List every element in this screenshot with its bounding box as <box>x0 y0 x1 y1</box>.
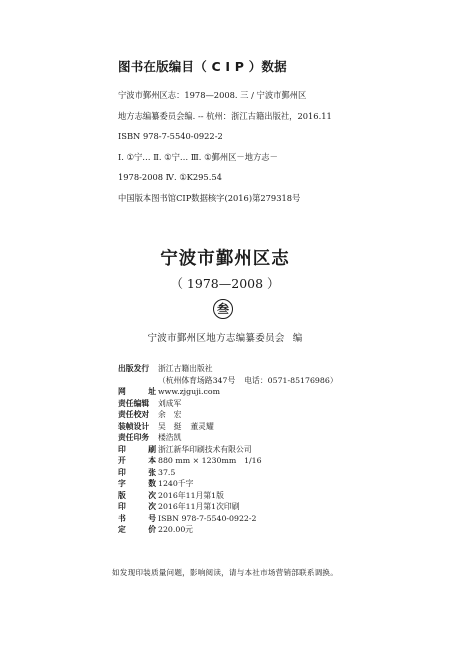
editor-org: 宁波市鄞州区地方志编纂委员会 <box>147 333 285 344</box>
volume-number: 叁 <box>216 302 229 316</box>
designer-value-1: 吴 挺 <box>158 421 182 431</box>
cip-line-record-number: 中国版本图书馆CIP数据核字(2016)第279318号 <box>118 192 301 203</box>
website-value: www.zjguji.com <box>158 387 220 396</box>
print-manager-value: 楼浩凯 <box>158 433 182 442</box>
format-row <box>118 455 438 467</box>
proofreader-label: 责任校对 <box>118 410 150 419</box>
designer-row <box>118 421 438 433</box>
cip-heading: 图书在版编目（ C I P ）数据 <box>118 59 287 74</box>
volume-seal <box>213 299 233 319</box>
quality-notice: 如发现印装质量问题，影响阅读，请与本社市场营销部联系调换。 <box>112 568 339 577</box>
price-row <box>118 524 438 536</box>
edition-row <box>118 490 438 502</box>
sheets-label: 印 张 <box>118 467 156 477</box>
printer-value: 浙江新华印刷技术有限公司 <box>158 444 252 454</box>
editor-role: 编 <box>292 333 303 344</box>
book-years: （ 1978—2008 ） <box>170 276 280 291</box>
editor-row <box>118 398 438 410</box>
phone-value: 电话：0571-85176986） <box>244 375 338 385</box>
sheets-value: 37.5 <box>158 467 176 477</box>
address-value: （杭州体育场路347号 <box>158 375 236 385</box>
book-editor <box>0 330 450 344</box>
impression-row <box>118 501 438 513</box>
format-value: 880 mm × 1230mm 1/16 <box>158 456 262 465</box>
designer-label: 装帧设计 <box>118 421 150 431</box>
sheets-row <box>118 467 438 479</box>
price-label: 定 价 <box>118 525 156 534</box>
print-manager-row <box>118 432 438 444</box>
printer-row <box>118 444 438 456</box>
website-label: 网 址 <box>118 387 156 396</box>
isbn-label: 书 号 <box>118 513 156 523</box>
words-label: 字 数 <box>118 479 156 488</box>
book-title: 宁波市鄞州区志 <box>160 249 290 269</box>
cip-record <box>118 90 418 214</box>
printer-label: 印 刷 <box>118 444 156 454</box>
isbn-row <box>118 513 438 525</box>
format-label: 开 本 <box>118 456 156 465</box>
publication-details <box>118 363 438 536</box>
proofreader-row <box>118 409 438 421</box>
price-value: 220.00元 <box>158 525 194 534</box>
address-row <box>118 375 438 387</box>
impression-value: 2016年11月第1次印刷 <box>158 502 240 511</box>
editor-value: 刘成军 <box>158 398 182 408</box>
publisher-row <box>118 363 438 375</box>
print-manager-label: 责任印务 <box>118 433 150 442</box>
editor-label: 责任编辑 <box>118 398 150 408</box>
cip-line-isbn: ISBN 978-7-5540-0922-2 <box>118 131 223 142</box>
cip-line-title: 宁波市鄞州区志：1978—2008. 三 / 宁波市鄞州区 <box>118 90 307 100</box>
isbn-value: ISBN 978-7-5540-0922-2 <box>158 513 257 523</box>
words-row <box>118 478 438 490</box>
impression-label: 印 次 <box>118 502 156 511</box>
edition-label: 版 次 <box>118 490 156 500</box>
words-value: 1240千字 <box>158 479 194 488</box>
proofreader-value: 余 宏 <box>158 410 182 419</box>
cip-line-publisher: 地方志编纂委员会编. -- 杭州：浙江古籍出版社，2016.11 <box>118 110 332 121</box>
designer-value-2: 董灵耀 <box>190 421 214 431</box>
publisher-value: 浙江古籍出版社 <box>158 364 213 373</box>
website-row <box>118 386 438 398</box>
edition-value: 2016年11月第1版 <box>158 490 224 500</box>
publisher-label: 出版发行 <box>118 364 150 373</box>
cip-line-classification: 1978-2008 Ⅳ. ①K295.54 <box>118 172 222 183</box>
cip-line-subjects: Ⅰ. ①宁… Ⅱ. ①宁… Ⅲ. ①鄞州区－地方志－ <box>118 151 278 162</box>
